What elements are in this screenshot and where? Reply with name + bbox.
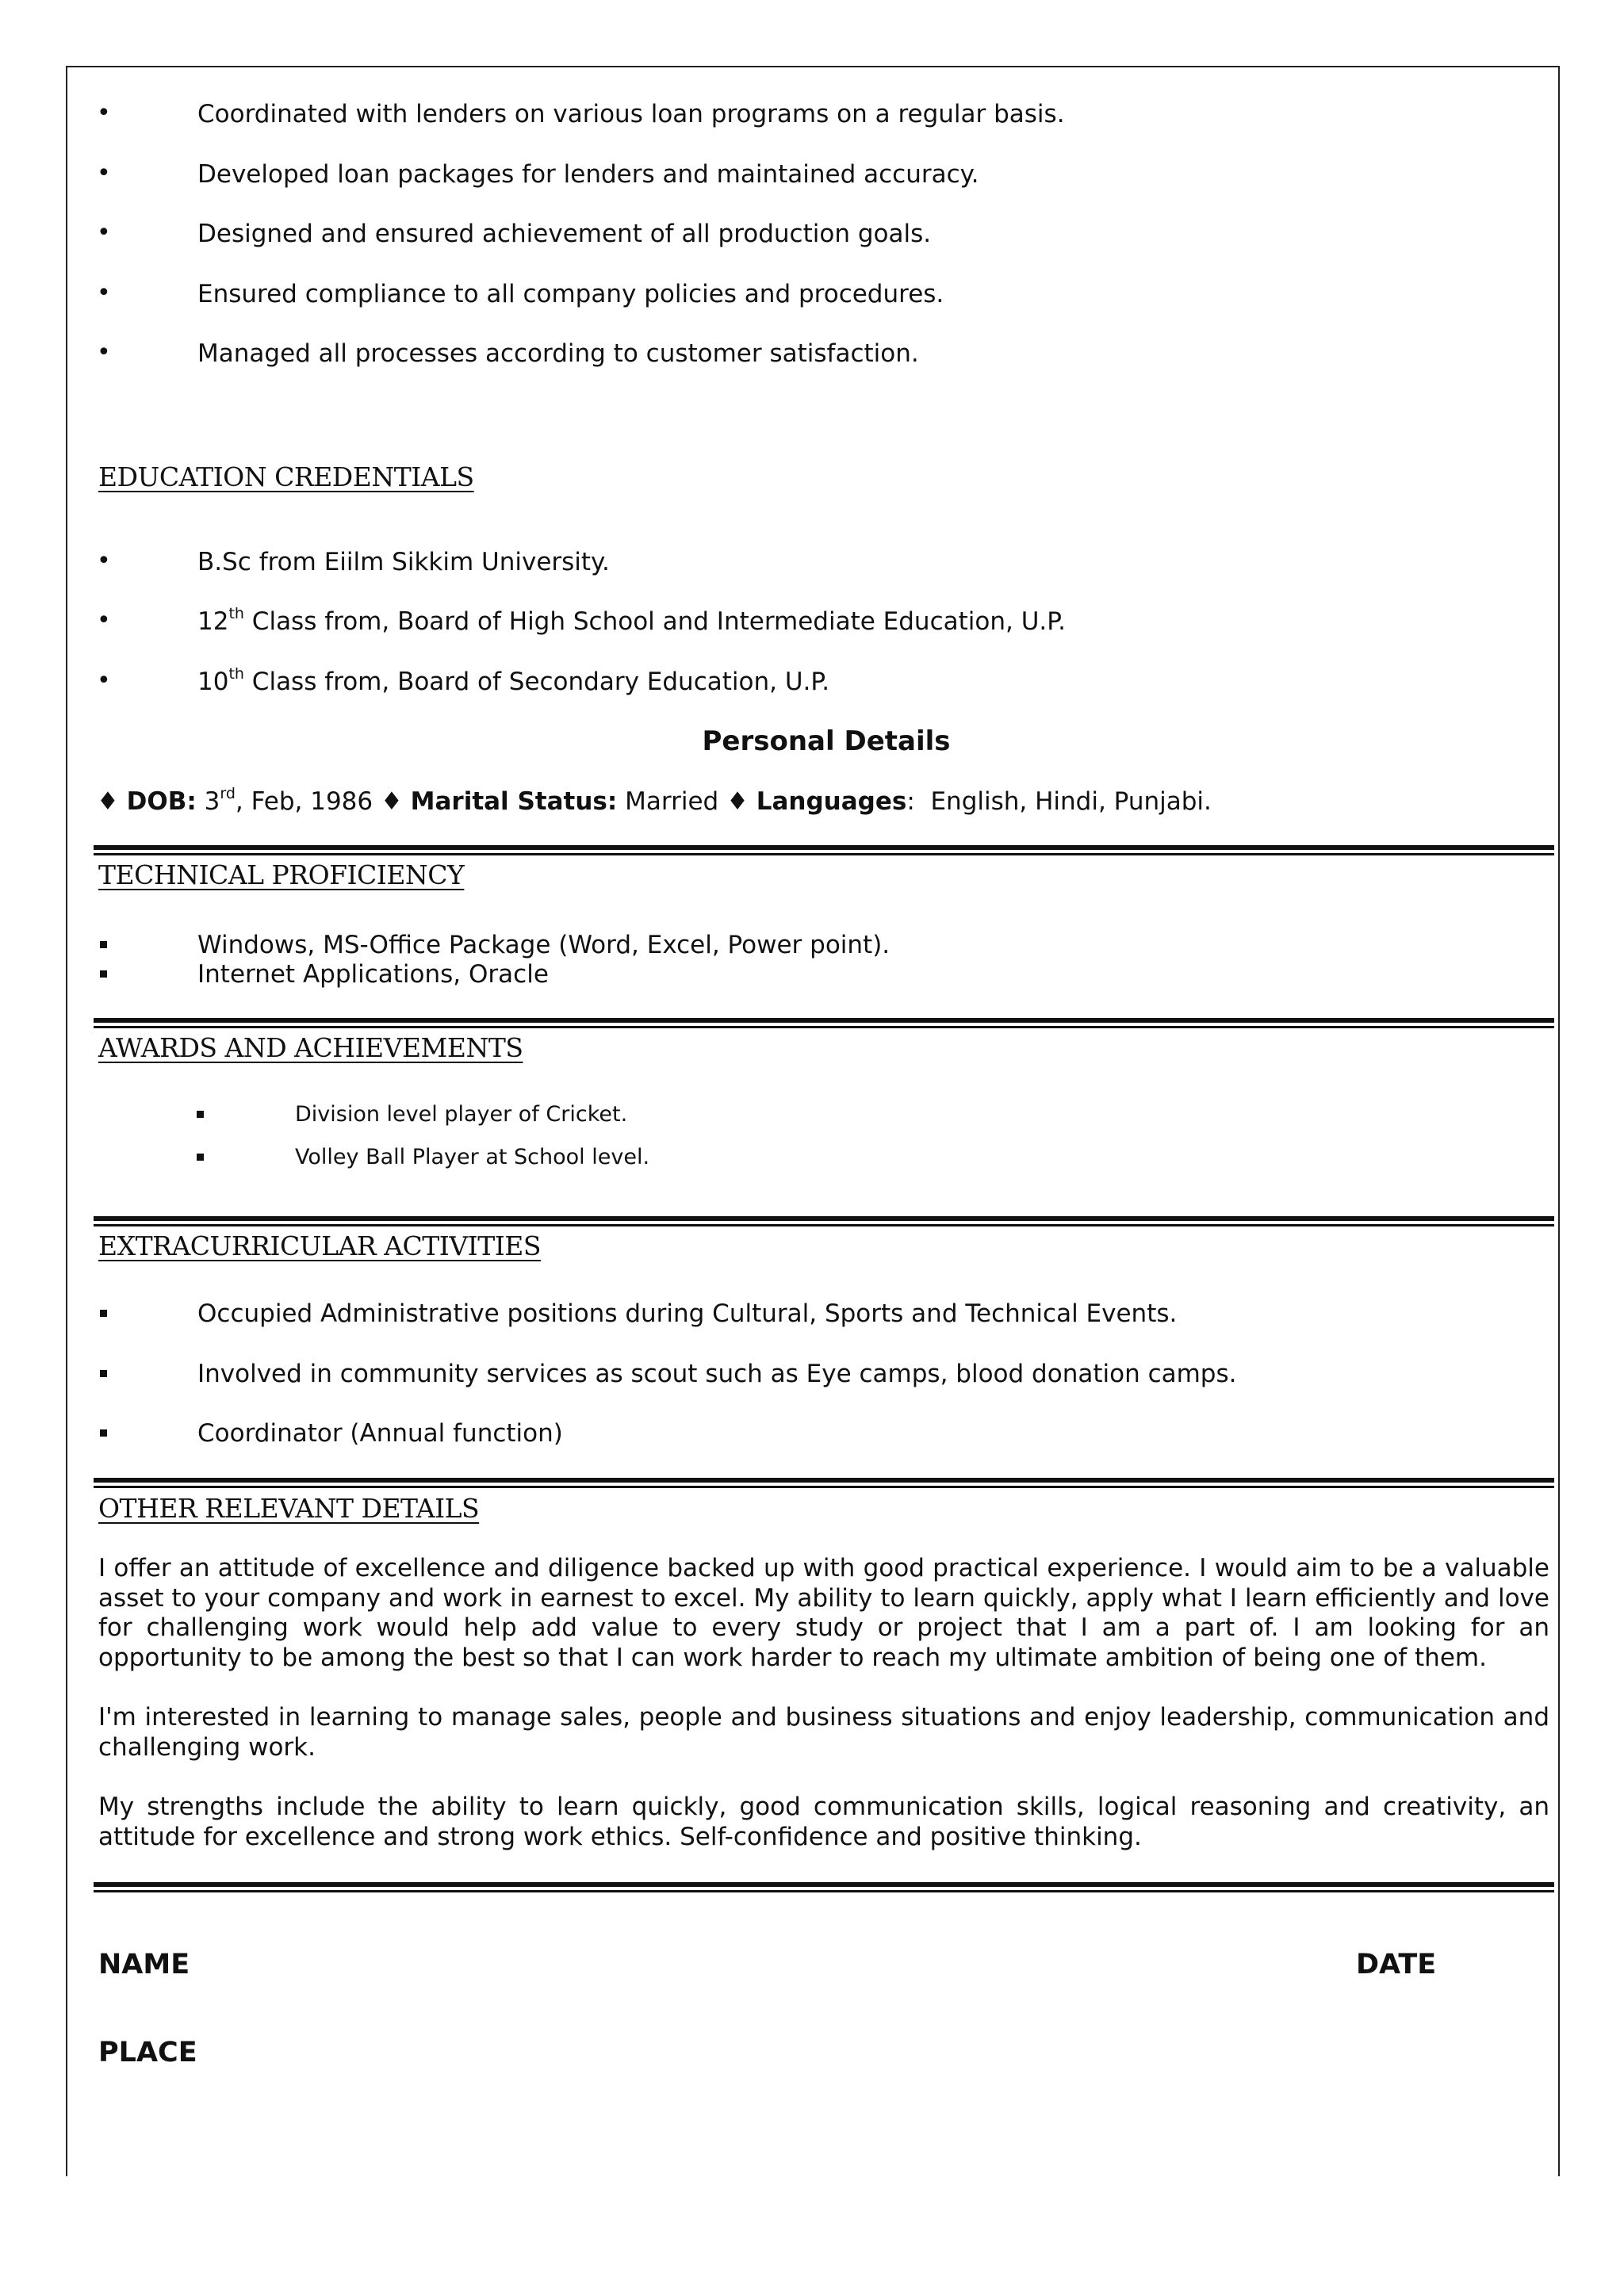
dob-day: 3 xyxy=(204,787,220,816)
other-details-paragraph: I'm interested in learning to manage sales, people and business situations and enjoy leadership, communication and challenging work. xyxy=(98,1703,1549,1762)
education-item-text: B.Sc from Eiilm Sikkim University. xyxy=(197,548,610,576)
award-item: Division level player of Cricket. xyxy=(295,1102,628,1127)
square-bullet-icon xyxy=(100,970,107,978)
experience-item: Designed and ensured achievement of all production goals. xyxy=(197,220,932,248)
diamond-icon: ♦ xyxy=(726,787,749,816)
square-bullet-icon xyxy=(100,941,107,948)
experience-item: Coordinated with lenders on various loan programs on a regular basis. xyxy=(197,100,1065,128)
section-divider xyxy=(94,1478,1554,1490)
bullet-dot: • xyxy=(97,667,111,695)
bullet-dot: • xyxy=(97,607,111,634)
ordinal-suffix: th xyxy=(228,665,244,683)
education-item xyxy=(197,547,610,577)
section-divider xyxy=(94,1882,1554,1895)
dob-label: DOB: xyxy=(126,787,197,816)
other-details-paragraph: My strengths include the ability to learn quickly, good communication skills, logical reasoning and creativity, an attitude for excellence and strong work ethics. Self-confidence and positive thinking. xyxy=(98,1793,1549,1851)
extracurricular-item: Occupied Administrative positions during Cultural, Sports and Technical Events. xyxy=(197,1299,1178,1328)
bullet-dot: • xyxy=(97,159,111,187)
languages-value: : English, Hindi, Punjabi. xyxy=(906,787,1212,816)
technical-item: Windows, MS-Office Package (Word, Excel, Power point). xyxy=(197,931,891,959)
square-bullet-icon xyxy=(197,1154,204,1161)
bullet-dot: • xyxy=(97,219,111,247)
square-bullet-icon xyxy=(100,1310,107,1317)
square-bullet-icon xyxy=(100,1370,107,1377)
education-item xyxy=(197,607,1066,637)
name-label: NAME xyxy=(98,1949,190,1980)
education-item xyxy=(197,667,829,697)
date-label: DATE xyxy=(1356,1949,1437,1980)
other-details-paragraph: I offer an attitude of excellence and diligence backed up with good practical experience. I would aim to be a valuable asset to your company and work in earnest to excel. My ability to learn quickly, apply what I learn efficiently and love for challenging work would help add value to every study or project that I am a part of. I am looking for an opportunity to be among the best so that I can work harder to reach my ultimate ambition of being one of them. xyxy=(98,1554,1549,1672)
bullet-dot: • xyxy=(97,99,111,127)
section-divider xyxy=(94,845,1554,858)
bullet-dot: • xyxy=(97,279,111,307)
education-item-text: Class from, Board of Secondary Education, U.P. xyxy=(243,668,830,696)
marital-status-label: Marital Status: xyxy=(410,787,618,816)
bullet-dot: • xyxy=(97,339,111,366)
square-bullet-icon xyxy=(197,1111,204,1118)
page-border xyxy=(66,66,1560,2176)
personal-details-title: Personal Details xyxy=(702,725,951,757)
other-details-heading: OTHER RELEVANT DETAILS xyxy=(98,1493,480,1524)
experience-item: Developed loan packages for lenders and maintained accuracy. xyxy=(197,160,979,189)
technical-item: Internet Applications, Oracle xyxy=(197,960,549,989)
experience-item: Ensured compliance to all company policies and procedures. xyxy=(197,280,944,308)
ordinal-suffix: rd xyxy=(220,785,236,802)
diamond-icon: ♦ xyxy=(97,787,119,816)
section-divider xyxy=(94,1018,1554,1031)
extracurricular-heading: EXTRACURRICULAR ACTIVITIES xyxy=(98,1230,541,1261)
education-item-grade: 12 xyxy=(197,607,229,636)
section-divider xyxy=(94,1216,1554,1229)
experience-item: Managed all processes according to customer satisfaction. xyxy=(197,339,919,368)
square-bullet-icon xyxy=(100,1429,107,1437)
languages-label: Languages xyxy=(756,787,907,816)
bullet-dot: • xyxy=(97,547,111,575)
award-item: Volley Ball Player at School level. xyxy=(295,1145,650,1169)
awards-heading: AWARDS AND ACHIEVEMENTS xyxy=(98,1032,523,1063)
diamond-icon: ♦ xyxy=(380,787,403,816)
place-label: PLACE xyxy=(98,2037,197,2068)
personal-details-line xyxy=(97,786,1212,817)
education-item-grade: 10 xyxy=(197,668,229,696)
ordinal-suffix: th xyxy=(228,605,244,622)
extracurricular-item: Involved in community services as scout such as Eye camps, blood donation camps. xyxy=(197,1360,1237,1388)
education-heading: EDUCATION CREDENTIALS xyxy=(98,461,474,492)
education-item-text: Class from, Board of High School and Intermediate Education, U.P. xyxy=(243,607,1066,636)
technical-heading: TECHNICAL PROFICIENCY xyxy=(98,859,465,890)
extracurricular-item: Coordinator (Annual function) xyxy=(197,1419,563,1448)
marital-status-value: Married xyxy=(625,787,719,816)
dob-value: , Feb, 1986 xyxy=(235,787,373,816)
